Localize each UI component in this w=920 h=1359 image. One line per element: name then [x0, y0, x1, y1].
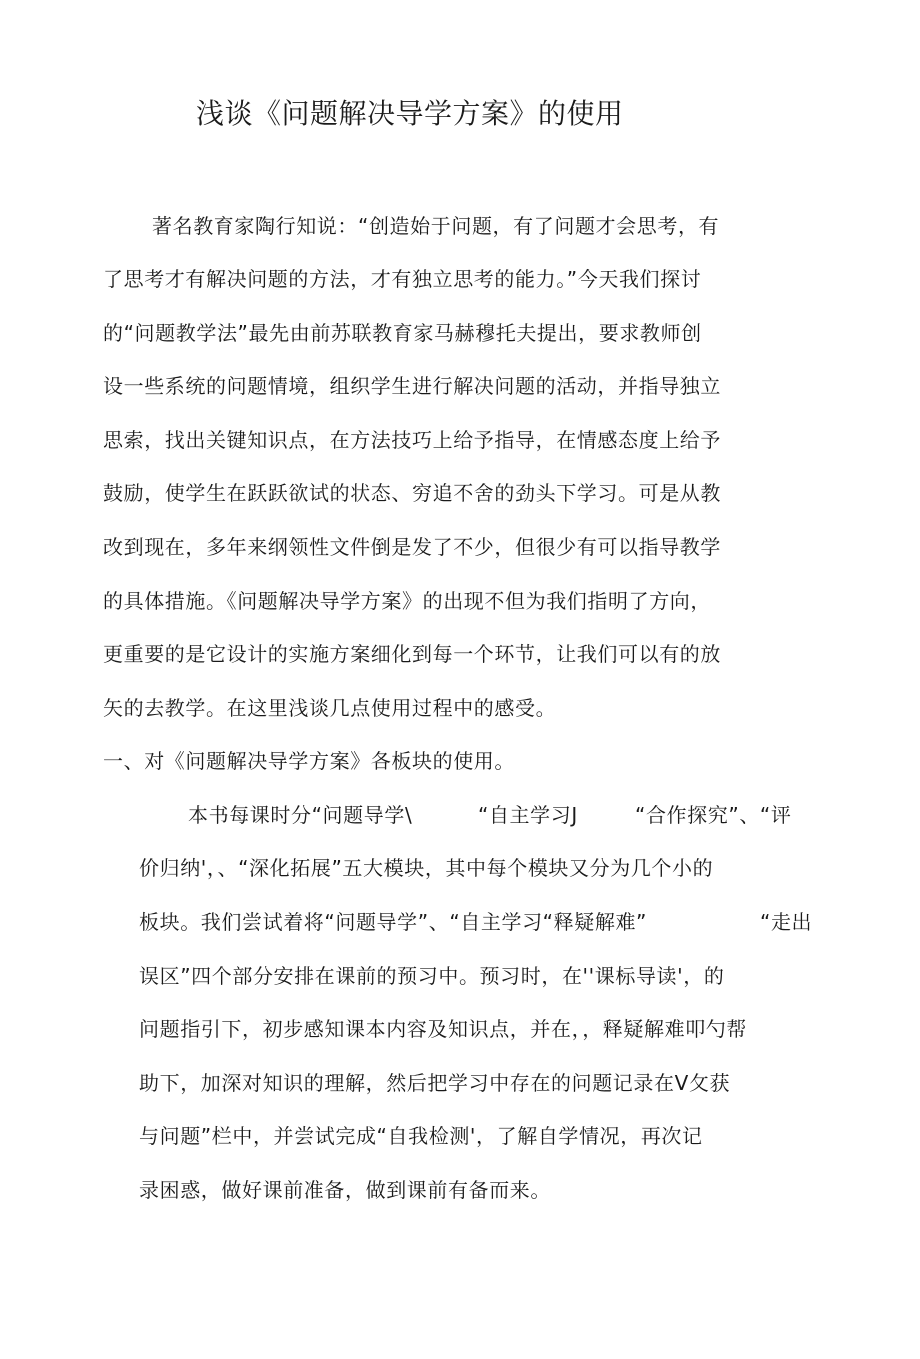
paragraph-2-line-7: 与问题”栏中，并尝试完成“自我检测'，了解自学情况，再次记 — [139, 1124, 703, 1148]
paragraph-1-line-4: 设一些系统的问题情境，组织学生进行解决问题的活动，并指导独立 — [103, 374, 721, 398]
paragraph-2-line-5: 问题指引下，初步感知课本内容及知识点，并在，，释疑解难叩勺帮 — [139, 1017, 747, 1041]
paragraph-1-line-3: 的“问题教学法”最先由前苏联教育家马赫穆托夫提出，要求教师创 — [103, 321, 702, 345]
paragraph-2-line-1-part-2: “自主学习J — [478, 803, 578, 827]
paragraph-1-line-9: 更重要的是它设计的实施方案细化到每一个环节，让我们可以有的放 — [103, 642, 721, 666]
paragraph-1-line-7: 改到现在，多年来纲领性文件倒是发了不少，但很少有可以指导教学 — [103, 535, 721, 559]
paragraph-1-line-1: 著名教育家陶行知说：“创造始于问题，有了问题才会思考，有 — [152, 214, 720, 238]
section-1-heading: 一、对《问题解决导学方案》各板块的使用。 — [103, 749, 515, 773]
paragraph-2-line-4: 误区”四个部分安排在课前的预习中。预习时，在''课标导读'，的 — [139, 964, 725, 988]
paragraph-1-line-10: 矢的去教学。在这里浅谈几点使用过程中的感受。 — [103, 696, 557, 720]
paragraph-1-line-8: 的具体措施。《问题解决导学方案》的出现不但为我们指明了方向， — [103, 589, 711, 613]
paragraph-2-line-3-part-2: “走出 — [760, 910, 813, 934]
paragraph-1-line-6: 鼓励，使学生在跃跃欲试的状态、穷追不舍的劲头下学习。可是从教 — [103, 481, 721, 505]
paragraph-2-line-8: 录困惑，做好课前准备，做到课前有备而来。 — [139, 1178, 551, 1202]
document-title: 浅谈《问题解决导学方案》的使用 — [196, 97, 624, 130]
paragraph-1-line-2: 了思考才有解决问题的方法，才有独立思考的能力。”今天我们探讨 — [103, 267, 702, 291]
paragraph-1-line-5: 思索，找出关键知识点，在方法技巧上给予指导，在情感态度上给予 — [103, 428, 721, 452]
paragraph-2-line-1-part-1: 本书每课时分“问题导学\ — [188, 803, 413, 827]
paragraph-2-line-6: 助下，加深对知识的理解，然后把学习中存在的问题记录在V攵获 — [139, 1071, 731, 1095]
paragraph-2-line-2: 价归纳'，、“深化拓展”五大模块，其中每个模块又分为几个小的 — [139, 856, 714, 880]
paragraph-2-line-3-part-1: 板块。我们尝试着将“问题导学”、“自主学习“释疑解难” — [139, 910, 648, 934]
paragraph-2-line-1-part-3: “合作探究”、“评 — [635, 803, 792, 827]
